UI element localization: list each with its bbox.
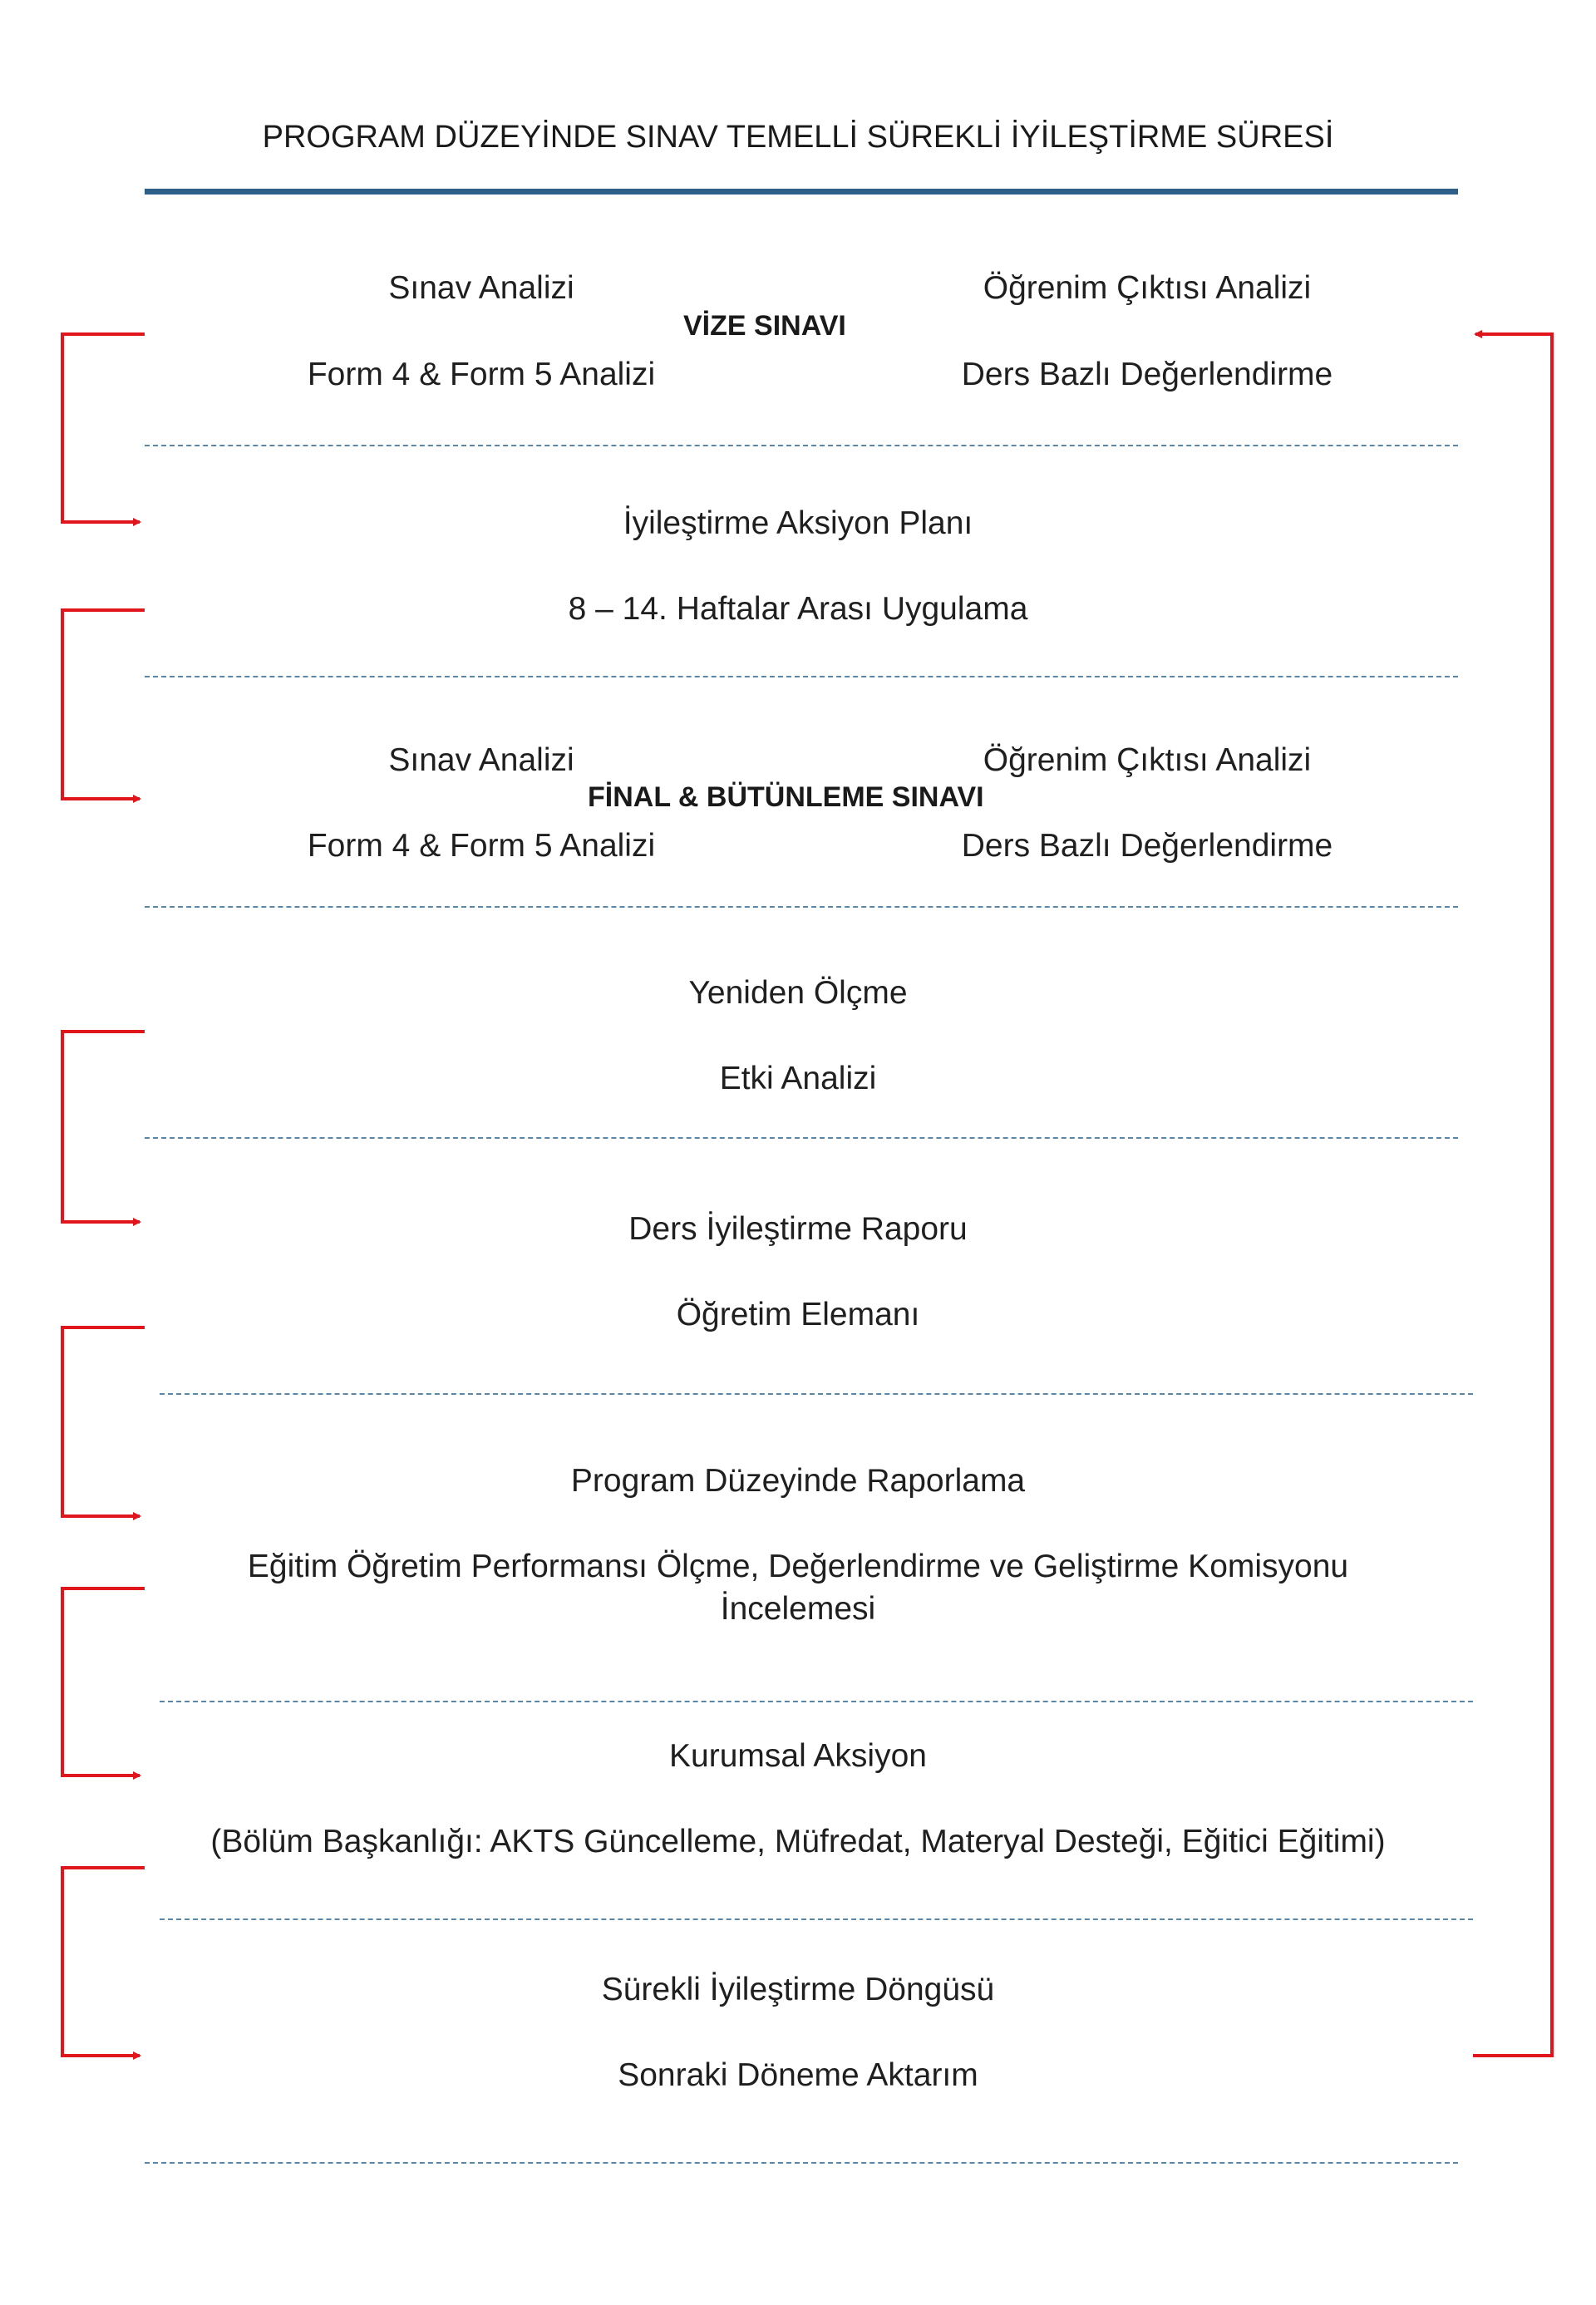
instructor-label: Öğretim Elemanı <box>676 1297 920 1332</box>
commission-review-line2: İncelemesi <box>720 1591 876 1627</box>
impact-analysis: Etki Analizi <box>719 1061 877 1096</box>
flow-arrow-plan-to-final <box>62 610 145 799</box>
course-report-title: Ders İyileştirme Raporu <box>628 1211 968 1247</box>
final-form-analysis: Form 4 & Form 5 Analizi <box>307 828 656 864</box>
final-exam-analysis: Sınav Analizi <box>388 742 574 778</box>
next-term-transfer: Sonraki Döneme Aktarım <box>618 2057 978 2093</box>
institutional-action-title: Kurumsal Aksiyon <box>669 1738 927 1774</box>
action-plan-title: İyileştirme Aksiyon Planı <box>623 505 973 541</box>
program-report-title: Program Düzeyinde Raporlama <box>570 1463 1026 1499</box>
flow-arrow-institutional-to-cycle <box>62 1868 145 2056</box>
page-title: PROGRAM DÜZEYİNDE SINAV TEMELLİ SÜREKLİ İYİLEŞTİRME SÜRESİ <box>262 120 1334 155</box>
vize-exam-badge: VİZE SINAVI <box>683 310 846 342</box>
vize-course-evaluation: Ders Bazlı Değerlendirme <box>961 357 1333 392</box>
final-exam-badge: FİNAL & BÜTÜNLEME SINAVI <box>588 781 984 813</box>
cycle-title: Sürekli İyileştirme Döngüsü <box>601 1972 995 2007</box>
remeasure-title: Yeniden Ölçme <box>688 975 908 1011</box>
vize-outcome-analysis: Öğrenim Çıktısı Analizi <box>983 270 1312 306</box>
vize-exam-analysis: Sınav Analizi <box>388 270 574 306</box>
institutional-action-detail: (Bölüm Başkanlığı: AKTS Güncelleme, Müfredat, Materyal Desteği, Eğitici Eğitimi) <box>210 1824 1386 1859</box>
vize-form-analysis: Form 4 & Form 5 Analizi <box>307 357 656 392</box>
flow-arrow-report-to-program <box>62 1327 145 1516</box>
flow-arrow-final-to-report <box>62 1032 145 1222</box>
flow-arrow-program-to-institutional <box>62 1588 145 1776</box>
final-course-evaluation: Ders Bazlı Değerlendirme <box>961 828 1333 864</box>
feedback-loop-arrow <box>1473 334 1552 2056</box>
flow-arrow-vize-to-plan <box>62 334 145 522</box>
commission-review-line1: Eğitim Öğretim Performansı Ölçme, Değerlendirme ve Geliştirme Komisyonu <box>247 1549 1349 1584</box>
final-outcome-analysis: Öğrenim Çıktısı Analizi <box>983 742 1312 778</box>
action-plan-weeks: 8 – 14. Haftalar Arası Uygulama <box>568 591 1028 627</box>
